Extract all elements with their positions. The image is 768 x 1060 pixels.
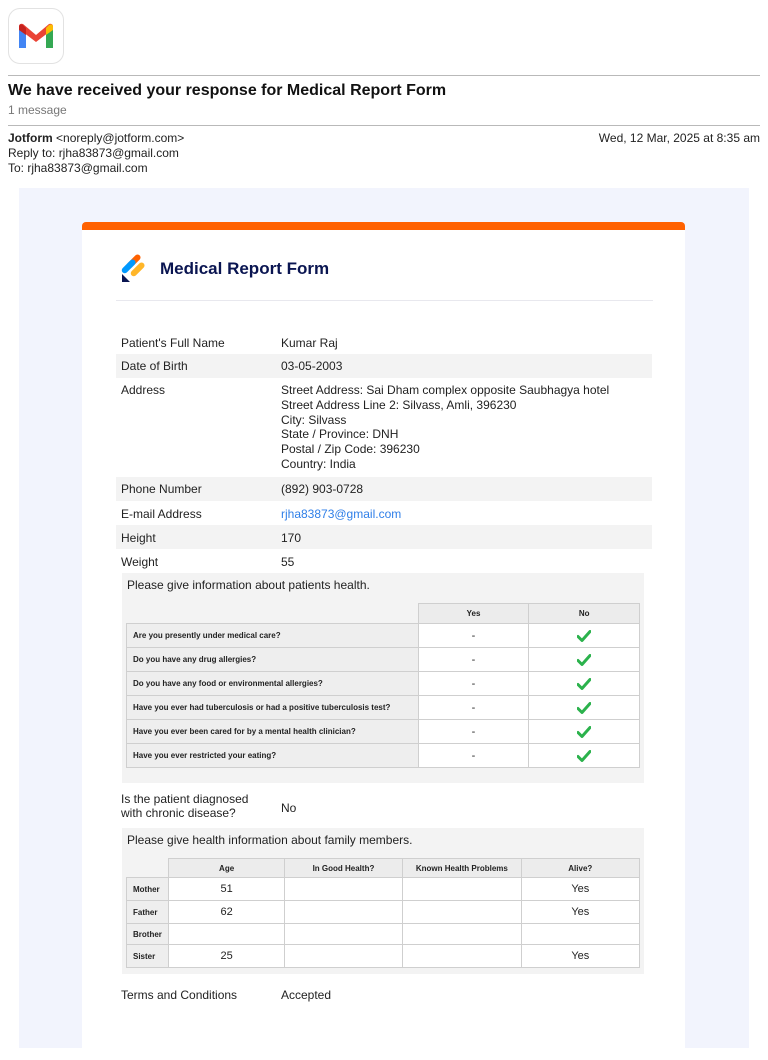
address-line: Street Address: Sai Dham complex opposite Saubhagya hotel [281, 383, 610, 397]
check-icon [577, 749, 591, 761]
field-label: Height [121, 531, 156, 545]
field-height [116, 525, 652, 549]
corner-cell [127, 859, 169, 878]
email-subject: We have received your response for Medical Report Form [8, 82, 447, 99]
field-label: Date of Birth [121, 359, 188, 373]
title-divider [116, 300, 653, 301]
member-cell: Mother [127, 878, 169, 901]
corner-cell [127, 604, 419, 624]
check-icon [577, 725, 591, 737]
field-label: Address [121, 383, 166, 397]
field-label: Terms and Conditions [121, 988, 238, 1002]
table-row [127, 672, 640, 696]
no-cell [529, 696, 640, 720]
gmail-m-icon [16, 21, 56, 51]
field-value: No [281, 801, 297, 815]
field-value: Kumar Raj [281, 336, 338, 350]
col-header-no: No [529, 604, 640, 624]
family-section-title: Please give health information about family members. [122, 828, 644, 852]
address-line: Country: India [281, 456, 356, 471]
col-header-problems: Known Health Problems [403, 859, 521, 878]
label-line: Is the patient diagnosed [121, 792, 249, 806]
question-cell: Have you ever restricted your eating? [127, 744, 419, 768]
problems-cell [403, 901, 521, 924]
address-line: City: Silvass [281, 412, 347, 427]
age-cell: 62 [169, 901, 284, 924]
field-terms [116, 984, 652, 1008]
table-row [127, 624, 640, 648]
email-body [19, 188, 749, 1048]
good-health-cell [284, 901, 402, 924]
col-header-yes: Yes [418, 604, 529, 624]
no-cell [529, 672, 640, 696]
col-header-alive: Alive? [521, 859, 639, 878]
sender-email: <noreply@jotform.com> [56, 131, 185, 145]
health-table [126, 603, 640, 768]
alive-cell: Yes [521, 901, 639, 924]
problems-cell [403, 945, 521, 968]
age-cell: 25 [169, 945, 284, 968]
no-cell [529, 720, 640, 744]
family-matrix [122, 852, 644, 974]
problems-cell [403, 924, 521, 945]
email-meta [8, 131, 184, 176]
field-label: Patient's Full Name [121, 336, 225, 350]
no-cell [529, 624, 640, 648]
field-chronic-disease [116, 792, 652, 824]
check-icon [577, 701, 591, 713]
message-count: 1 message [8, 103, 67, 117]
field-email [116, 501, 652, 525]
alive-cell: Yes [521, 878, 639, 901]
member-cell: Brother [127, 924, 169, 945]
no-cell [529, 648, 640, 672]
address-line: State / Province: DNH [281, 427, 399, 442]
good-health-cell [284, 924, 402, 945]
field-date-of-birth [116, 354, 652, 378]
check-icon [577, 677, 591, 689]
subject-divider [8, 125, 760, 126]
field-value: Accepted [281, 988, 332, 1002]
table-row [127, 720, 640, 744]
yes-cell: - [418, 672, 529, 696]
check-icon [577, 629, 591, 641]
field-weight [116, 549, 652, 573]
field-phone [116, 477, 652, 501]
question-cell: Have you ever had tuberculosis or had a positive tuberculosis test? [127, 696, 419, 720]
field-value: 170 [281, 531, 302, 545]
field-full-name [116, 330, 652, 354]
family-table [126, 858, 640, 968]
field-value: 03-05-2003 [281, 359, 343, 373]
col-header-good-health: In Good Health? [284, 859, 402, 878]
header-divider [8, 75, 760, 76]
gmail-logo [8, 8, 64, 64]
sender-name: Jotform [8, 131, 53, 145]
table-row [127, 901, 640, 924]
health-matrix [122, 597, 644, 783]
email-link[interactable]: rjha83873@gmail.com [281, 507, 402, 521]
field-label: E-mail Address [121, 507, 202, 521]
address-line: Postal / Zip Code: 396230 [281, 442, 420, 457]
form-title: Medical Report Form [160, 259, 330, 278]
reply-to: Reply to: rjha83873@gmail.com [8, 146, 179, 160]
form-card [82, 222, 685, 1060]
yes-cell: - [418, 744, 529, 768]
yes-cell: - [418, 720, 529, 744]
yes-cell: - [418, 696, 529, 720]
col-header-age: Age [169, 859, 284, 878]
field-address [116, 378, 652, 477]
jotform-logo-icon [120, 254, 148, 284]
alive-cell: Yes [521, 945, 639, 968]
question-cell: Do you have any food or environmental allergies? [127, 672, 419, 696]
table-row [127, 945, 640, 968]
age-cell [169, 924, 284, 945]
question-cell: Have you ever been cared for by a mental health clinician? [127, 720, 419, 744]
table-row [127, 744, 640, 768]
table-row [127, 648, 640, 672]
good-health-cell [284, 878, 402, 901]
member-cell: Father [127, 901, 169, 924]
yes-cell: - [418, 648, 529, 672]
health-section-title: Please give information about patients health. [122, 573, 644, 597]
no-cell [529, 744, 640, 768]
field-label: Phone Number [121, 482, 202, 496]
problems-cell [403, 878, 521, 901]
email-date: Wed, 12 Mar, 2025 at 8:35 am [598, 131, 760, 145]
table-row [127, 878, 640, 901]
good-health-cell [284, 945, 402, 968]
field-value: (892) 903-0728 [281, 482, 364, 496]
field-label [121, 792, 248, 820]
table-row [127, 696, 640, 720]
question-cell: Do you have any drug allergies? [127, 648, 419, 672]
form-header [120, 252, 329, 286]
check-icon [577, 653, 591, 665]
yes-cell: - [418, 624, 529, 648]
question-cell: Are you presently under medical care? [127, 624, 419, 648]
to-recipient: To: rjha83873@gmail.com [8, 161, 148, 175]
table-row [127, 924, 640, 945]
alive-cell [521, 924, 639, 945]
member-cell: Sister [127, 945, 169, 968]
field-label: Weight [121, 555, 159, 569]
age-cell: 51 [169, 878, 284, 901]
address-line: Street Address Line 2: Silvass, Amli, 396230 [281, 397, 517, 412]
label-line: with chronic disease? [121, 806, 236, 820]
address-value [281, 383, 609, 472]
field-value: 55 [281, 555, 295, 569]
